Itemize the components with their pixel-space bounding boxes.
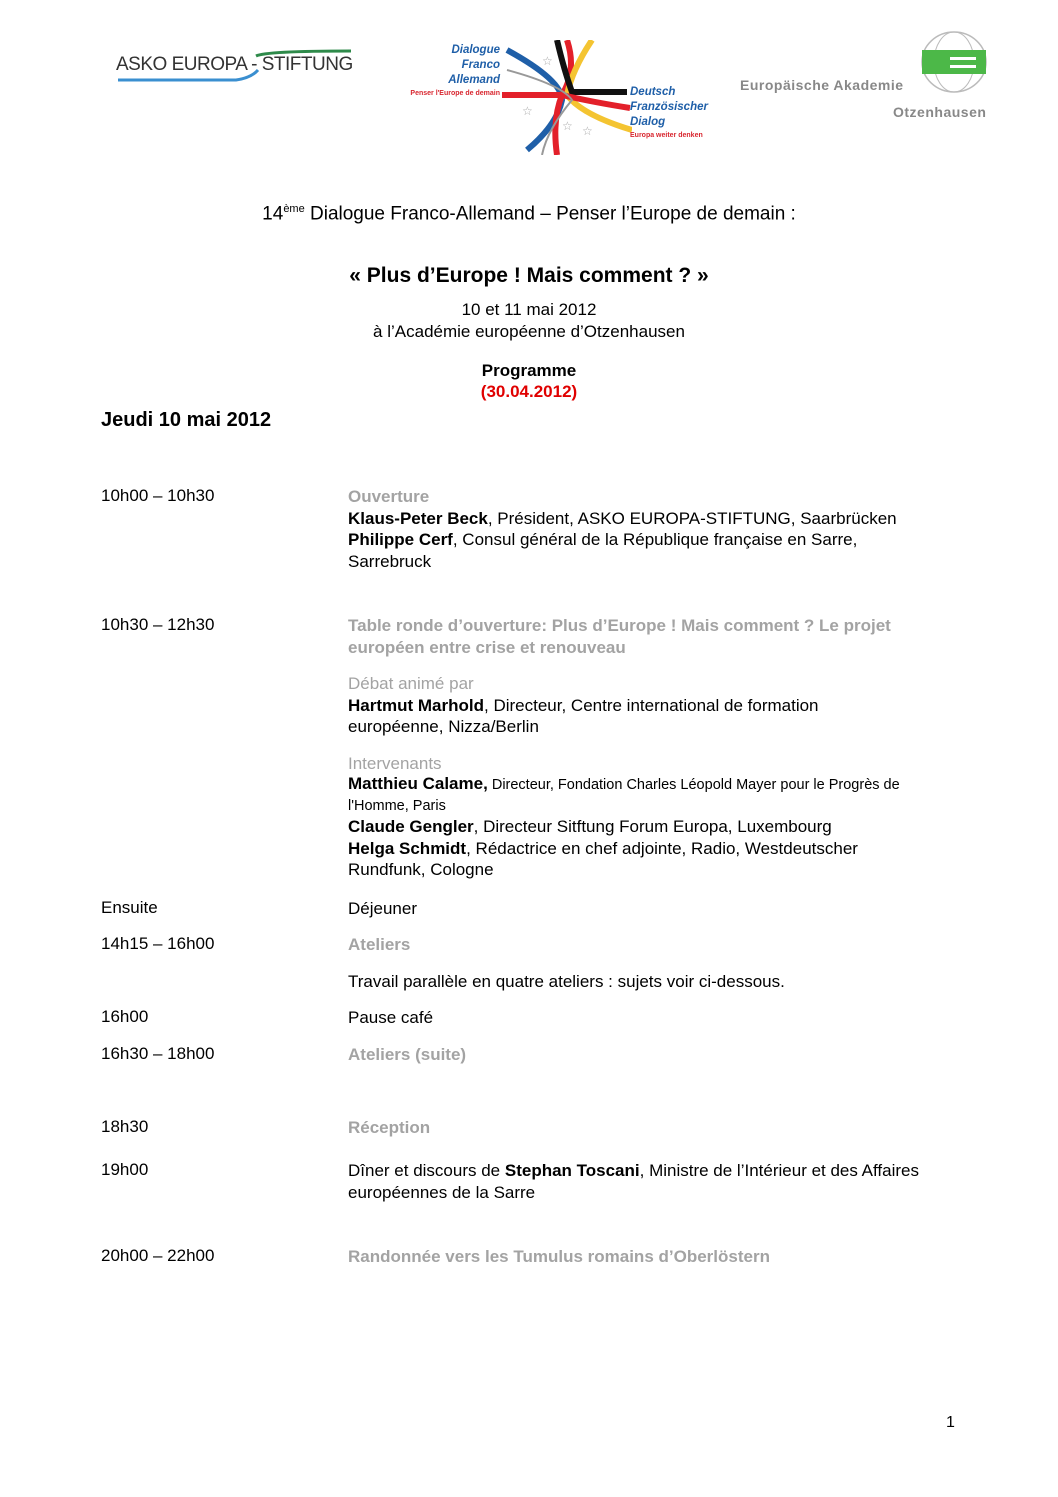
session-randonnee: Randonnée vers les Tumulus romains d’Oberlöstern xyxy=(348,1247,770,1266)
time-randonnee: 20h00 – 22h00 xyxy=(101,1246,215,1265)
session-dejeuner: Déjeuner xyxy=(348,899,417,918)
dialogue-de-line: Deutsch xyxy=(630,86,676,98)
speaker: Matthieu Calame, Directeur, Fondation Charles Léopold Mayer pour le Progrès de l'Homme, Paris xyxy=(348,774,900,814)
time-ensuite: Ensuite xyxy=(101,898,158,917)
akademie-line1: Europäische Akademie xyxy=(740,77,904,93)
dialogue-fr-line: Allemand xyxy=(448,74,500,86)
svg-text:☆: ☆ xyxy=(522,104,533,118)
time-table-ronde: 10h30 – 12h30 xyxy=(101,615,215,634)
svg-text:☆: ☆ xyxy=(562,119,573,133)
dialogue-de-line: Französischer xyxy=(630,101,708,113)
akademie-logo xyxy=(740,30,1000,125)
asko-logo-text: ASKO EUROPA - STIFTUNG xyxy=(116,54,353,75)
speaker: Claude Gengler, Directeur Sitftung Forum Europa, Luxembourg xyxy=(348,817,832,836)
svg-text:☆: ☆ xyxy=(542,54,553,68)
session-ateliers-suite: Ateliers (suite) xyxy=(348,1045,467,1064)
time-ateliers: 14h15 – 16h00 xyxy=(101,934,215,953)
dialogue-fr-tag: Penser l'Europe de demain xyxy=(410,90,500,97)
asko-europa-logo xyxy=(116,48,356,88)
event-venue: à l’Académie européenne d’Otzenhausen xyxy=(373,322,685,341)
session-reception: Réception xyxy=(348,1118,431,1137)
ribbons-icon xyxy=(502,40,632,155)
ateliers-description: Travail parallèle en quatre ateliers : sujets voir ci-dessous. xyxy=(348,972,785,991)
akademie-emblem-icon xyxy=(920,30,988,94)
event-title: « Plus d’Europe ! Mais comment ? » xyxy=(349,264,709,287)
dialogue-de-line: Dialog xyxy=(630,116,666,128)
time-ateliers-suite: 16h30 – 18h00 xyxy=(101,1044,215,1063)
session-ateliers: Ateliers xyxy=(348,935,411,954)
page-number: 1 xyxy=(946,1414,955,1431)
speaker: Helga Schmidt, Rédactrice en chef adjointe, Radio, Westdeutscher Rundfunk, Cologne xyxy=(348,838,858,879)
programme-label: Programme xyxy=(481,361,577,380)
time-diner: 19h00 xyxy=(101,1160,149,1179)
session-title: Ouverture xyxy=(348,487,430,506)
time-pause: 16h00 xyxy=(101,1007,149,1026)
moderator: Hartmut Marhold, Directeur, Centre international de formation européenne, Nizza/Berlin xyxy=(348,695,819,736)
person: Klaus-Peter Beck, Président, ASKO EUROPA-STIFTUNG, Saarbrücken xyxy=(348,508,897,528)
session-title: Table ronde d’ouverture: Plus d’Europe ! Mais comment ? Le projet européen entre crise et renouveau xyxy=(348,616,891,657)
session-ouverture xyxy=(348,486,963,572)
programme-version: (30.04.2012) xyxy=(480,382,578,401)
svg-text:☆: ☆ xyxy=(582,124,593,138)
speakers-label: Intervenants xyxy=(348,753,442,773)
dialogue-logo xyxy=(400,40,720,155)
dialogue-de-tag: Europa weiter denken xyxy=(630,132,703,139)
session-diner: Dîner et discours de Stephan Toscani, Ministre de l’Intérieur et des Affaires européennes de la Sarre xyxy=(348,1161,919,1202)
session-table-ronde xyxy=(348,615,963,881)
moderator-label: Débat animé par xyxy=(348,674,474,693)
session-pause: Pause café xyxy=(348,1008,434,1027)
dialogue-fr-line: Franco xyxy=(461,59,500,71)
time-ouverture: 10h00 – 10h30 xyxy=(101,486,215,505)
time-reception: 18h30 xyxy=(101,1117,149,1136)
person: Philippe Cerf, Consul général de la République française en Sarre, Sarrebruck xyxy=(348,530,858,571)
edition-heading: 14ème Dialogue Franco-Allemand – Penser l’Europe de demain : xyxy=(262,203,796,225)
dialogue-fr-line: Dialogue xyxy=(451,44,500,56)
event-dates: 10 et 11 mai 2012 xyxy=(461,300,597,319)
day-heading: Jeudi 10 mai 2012 xyxy=(101,409,272,431)
akademie-line2: Otzenhausen xyxy=(893,104,987,120)
